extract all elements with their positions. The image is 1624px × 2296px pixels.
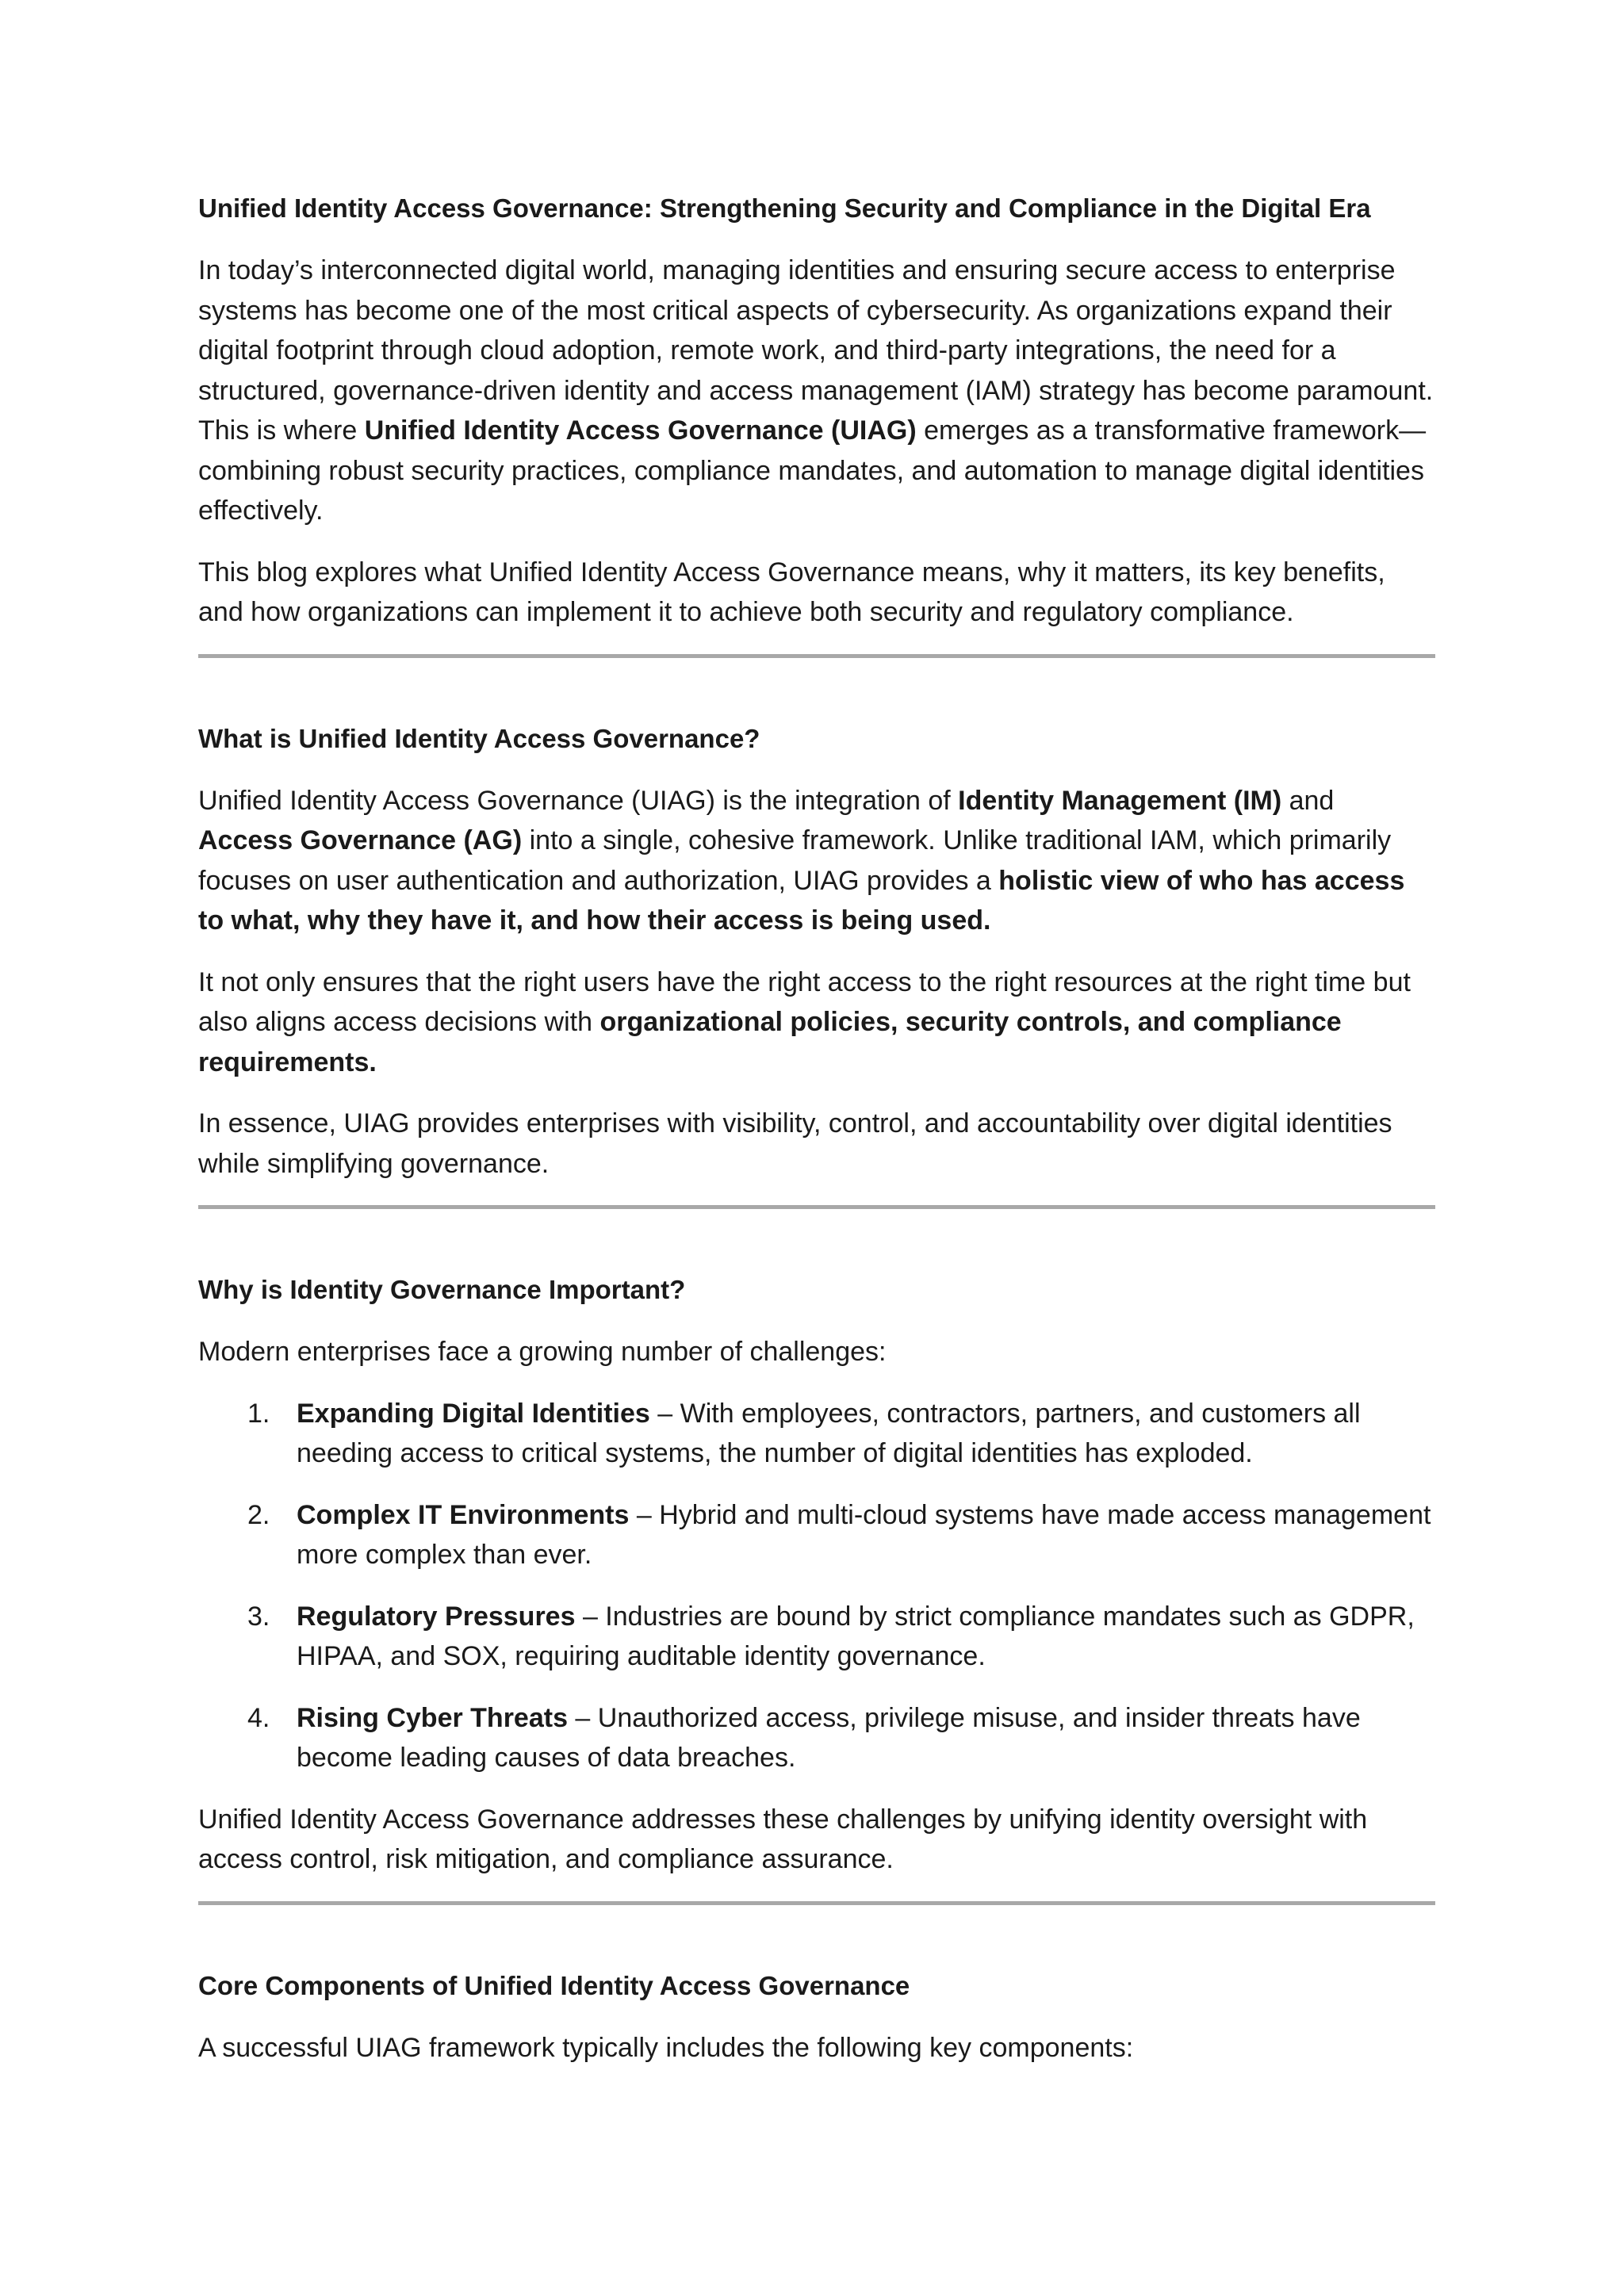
list-item-text: – Hybrid and multi-cloud systems have made access management more complex than ever.	[297, 1499, 1431, 1570]
challenges-list	[198, 1394, 1435, 1778]
list-item-term: Regulatory Pressures	[297, 1601, 576, 1632]
list-item-text: – Unauthorized access, privilege misuse, and insider threats have become leading causes of data breaches.	[297, 1702, 1361, 1773]
bold-phrase-holistic-view: holistic view of who has access to what, why they have it, and how their access is being used.	[198, 865, 1405, 936]
section-divider	[198, 1205, 1435, 1209]
section1-paragraph-2	[198, 962, 1435, 1083]
list-number: 2.	[247, 1499, 270, 1530]
section3-intro: A successful UIAG framework typically includes the following key components:	[198, 2032, 1134, 2063]
intro-paragraph-2: This blog explores what Unified Identity Access Governance means, why it matters, its key benefits, and how organizations can implement it to achieve both security and regulatory compliance.	[198, 557, 1385, 627]
bold-phrase-policies: organizational policies, security controls, and compliance requirements.	[198, 1007, 1342, 1077]
list-number: 1.	[247, 1398, 270, 1429]
list-item-term: Expanding Digital Identities	[297, 1398, 650, 1429]
list-item	[198, 1495, 1435, 1575]
list-number: 3.	[247, 1601, 270, 1632]
text-run: In today’s interconnected digital world, managing identities and ensuring secure access to enterprise systems has become one of the most critical aspects of cybersecurity. As organizations expand their digital footprint through cloud adoption, remote work, and third-party integrations, the need for a structured, governance-driven identity and access management (IAM) strategy has become paramount. This is where	[198, 255, 1434, 446]
list-item-text: – Industries are bound by strict compliance mandates such as GDPR, HIPAA, and SOX, requiring auditable identity governance.	[297, 1601, 1415, 1671]
bold-term-ag: Access Governance (AG)	[198, 825, 523, 855]
list-item-text: – With employees, contractors, partners, and customers all needing access to critical systems, the number of digital identities has exploded.	[297, 1398, 1361, 1468]
list-item-term: Rising Cyber Threats	[297, 1702, 568, 1733]
text-run: It not only ensures that the right users have the right access to the right resources at the right time but also aligns access decisions with	[198, 966, 1411, 1037]
bold-term-uiag: Unified Identity Access Governance (UIAG)	[364, 415, 917, 446]
section-divider	[198, 1901, 1435, 1905]
section2-intro: Modern enterprises face a growing number of challenges:	[198, 1337, 887, 1367]
section1-paragraph-3: In essence, UIAG provides enterprises with visibility, control, and accountability over digital identities while simplifying governance.	[198, 1108, 1392, 1179]
section2-outro: Unified Identity Access Governance addresses these challenges by unifying identity oversight with access control, risk mitigation, and compliance assurance.	[198, 1804, 1368, 1874]
text-run: and	[1281, 785, 1335, 816]
section-heading-why-governance: Why is Identity Governance Important?	[198, 1275, 686, 1304]
text-run: Unified Identity Access Governance (UIAG) is the integration of	[198, 785, 959, 816]
list-number: 4.	[247, 1702, 270, 1733]
section-heading-core-components: Core Components of Unified Identity Access Governance	[198, 1970, 910, 2000]
list-item	[198, 1698, 1435, 1778]
section-divider	[198, 654, 1435, 658]
text-run: into a single, cohesive framework. Unlike traditional IAM, which primarily focuses on user authentication and authorization, UIAG provides a	[198, 825, 1392, 896]
section-heading-what-is-uiag: What is Unified Identity Access Governance?	[198, 723, 760, 753]
document-title: Unified Identity Access Governance: Strengthening Security and Compliance in the Digital Era	[198, 193, 1371, 223]
document-page	[198, 189, 1435, 2089]
list-item-term: Complex IT Environments	[297, 1499, 630, 1530]
bold-term-im: Identity Management (IM)	[958, 785, 1282, 816]
intro-paragraph-1	[198, 251, 1435, 531]
list-item	[198, 1394, 1435, 1474]
text-run: emerges as a transformative framework—combining robust security practices, compliance mandates, and automation to manage digital identities effectively.	[198, 415, 1427, 526]
list-item	[198, 1597, 1435, 1677]
section1-paragraph-1	[198, 781, 1435, 941]
